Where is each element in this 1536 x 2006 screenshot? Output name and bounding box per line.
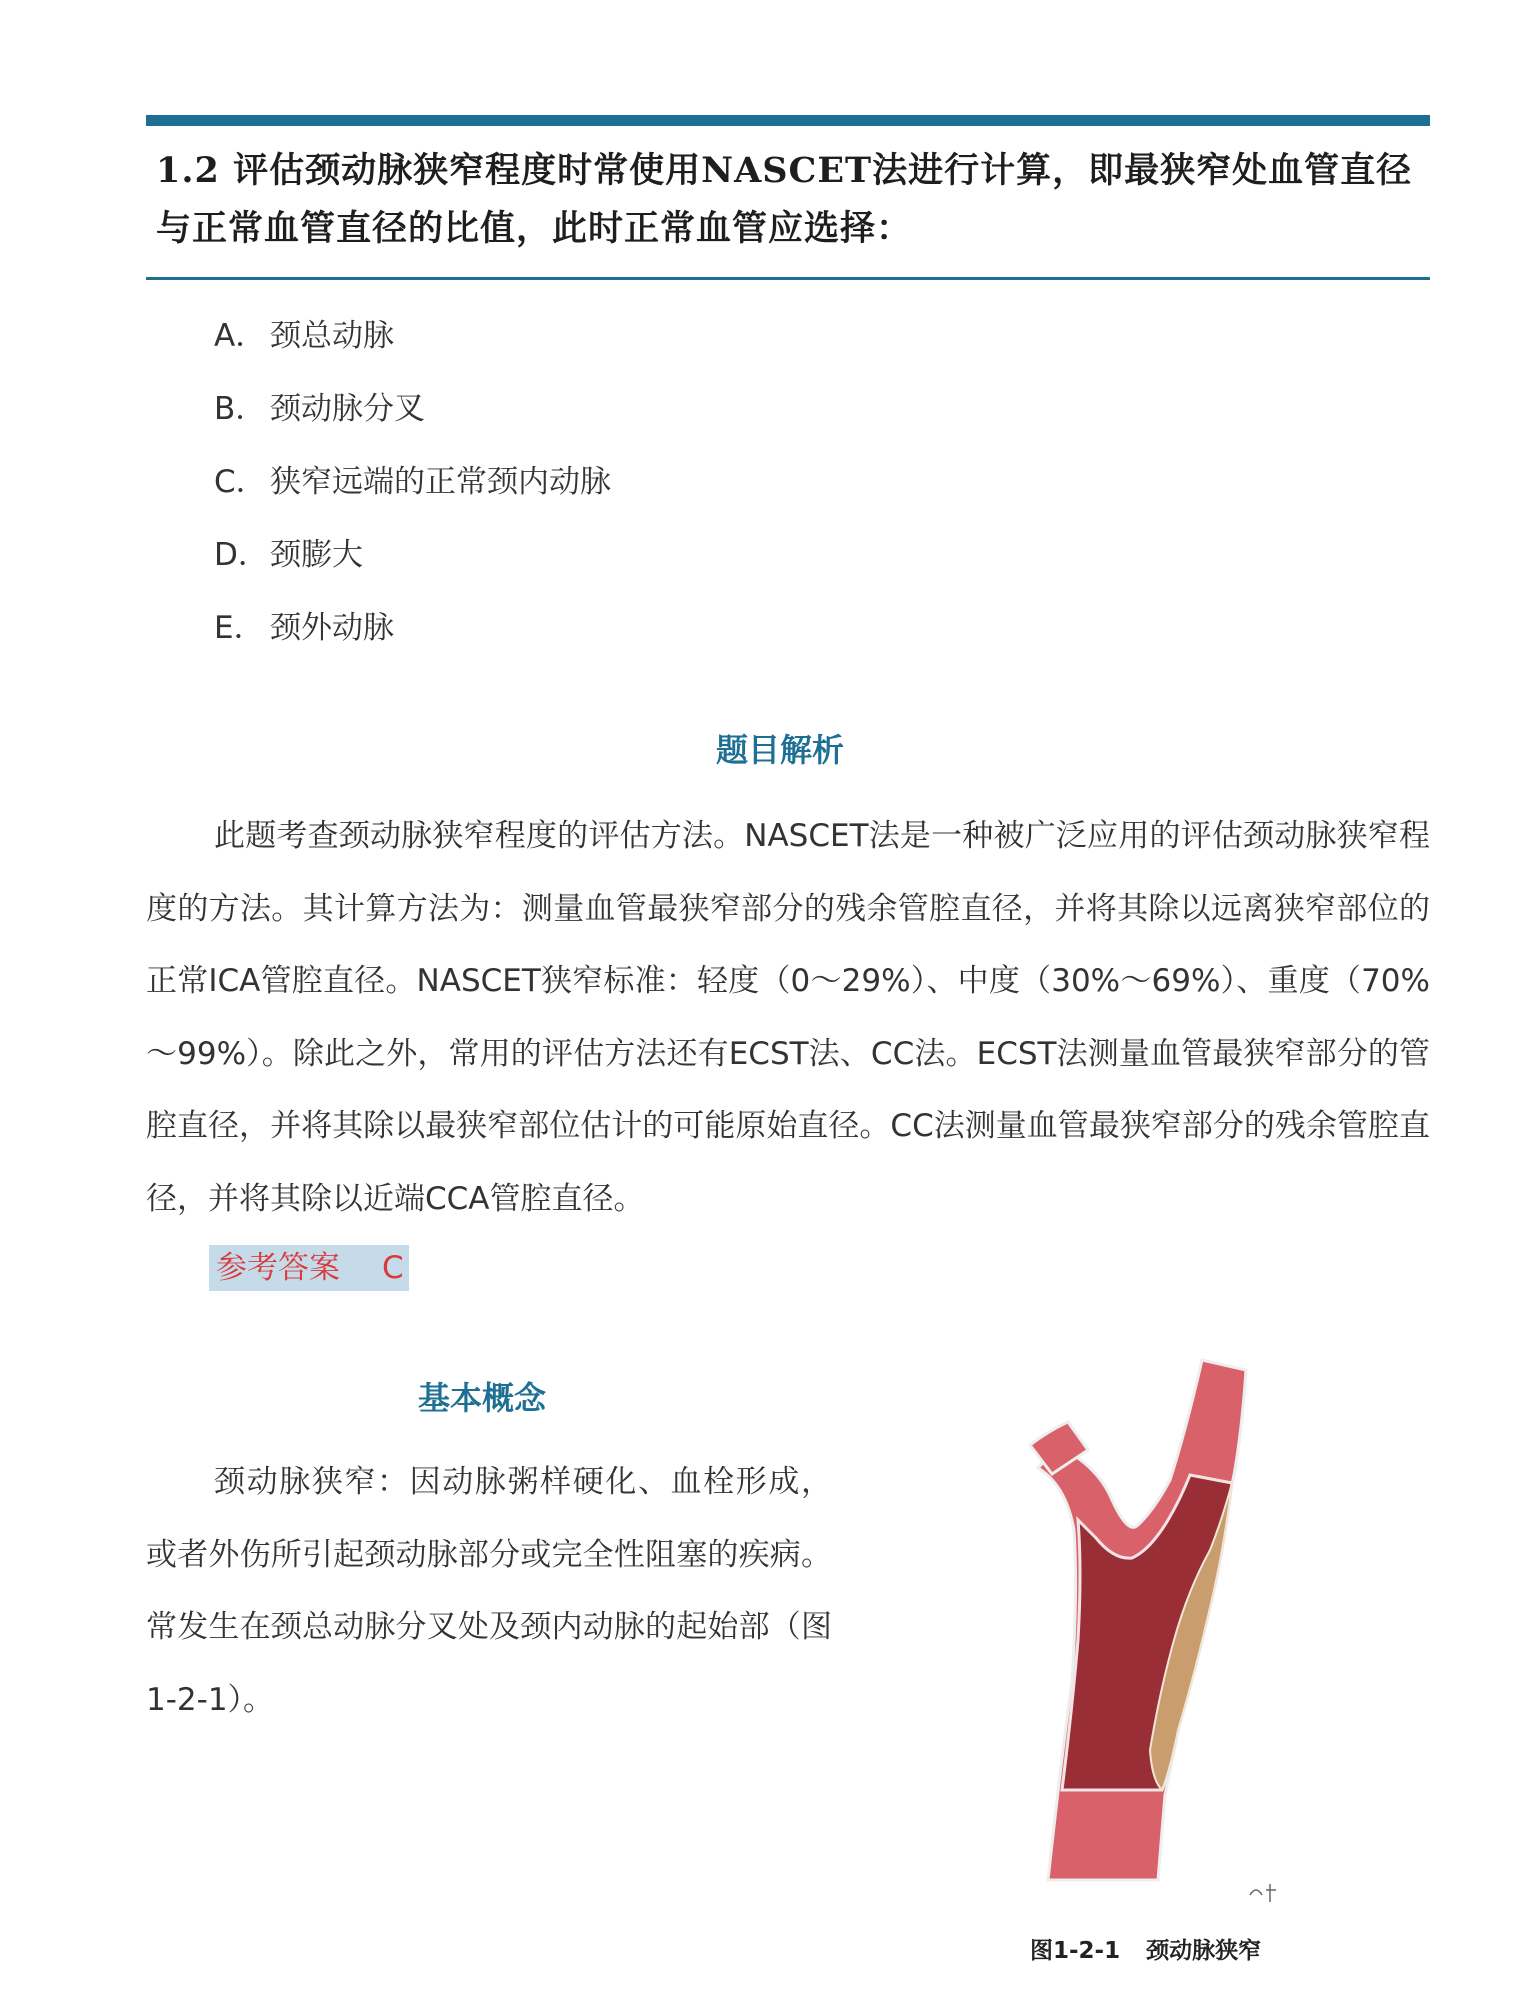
option-a[interactable]	[214, 300, 611, 373]
option-d[interactable]	[214, 519, 611, 592]
analysis-heading: 题目解析	[716, 731, 845, 769]
option-letter: E．	[214, 610, 265, 646]
option-b[interactable]	[214, 373, 611, 446]
figure-caption	[1030, 1932, 1261, 1965]
option-text: 狭窄远端的正常颈内动脉	[270, 464, 611, 500]
option-list	[214, 300, 611, 665]
carotid-stenosis-illustration	[1020, 1350, 1300, 1910]
top-rule	[146, 115, 1430, 126]
figure-title: 颈动脉狭窄	[1146, 1938, 1262, 1964]
answer-label: 参考答案	[216, 1250, 340, 1286]
answer-value: C	[382, 1250, 404, 1286]
option-c[interactable]	[214, 446, 611, 519]
title-underline	[146, 277, 1430, 280]
option-text: 颈动脉分叉	[270, 391, 425, 427]
option-letter: B．	[214, 391, 267, 427]
option-text: 颈膨大	[270, 537, 363, 573]
concept-heading: 基本概念	[418, 1379, 547, 1417]
figure-number: 图1-2-1	[1030, 1938, 1121, 1964]
question-title: 1.2 评估颈动脉狭窄程度时常使用NASCET法进行计算，即最狭窄处血管直径与正常血管直径的比值，此时正常血管应选择：	[156, 150, 1413, 249]
option-letter: D．	[214, 537, 269, 573]
analysis-body: 此题考查颈动脉狭窄程度的评估方法。NASCET法是一种被广泛应用的评估颈动脉狭窄程度的方法。其计算方法为：测量血管最狭窄部分的残余管腔直径，并将其除以远离狭窄部位的正常ICA管腔直径。NASCET狭窄标准：轻度（0～29%）、中度（30%～69%）、重度（70%～99%）。除此之外，常用的评估方法还有ECST法、CC法。ECST法测量血管最狭窄部分的管腔直径，并将其除以最狭窄部位估计的可能原始直径。CC法测量血管最狭窄部分的残余管腔直径，并将其除以近端CCA管腔直径。	[146, 818, 1430, 1217]
concept-body: 颈动脉狭窄：因动脉粥样硬化、血栓形成，或者外伤所引起颈动脉部分或完全性阻塞的疾病。常发生在颈总动脉分叉处及颈内动脉的起始部（图1-2-1）。	[146, 1464, 832, 1718]
option-letter: A．	[214, 318, 267, 354]
option-text: 颈外动脉	[270, 610, 394, 646]
option-e[interactable]	[214, 592, 611, 665]
signature-mark	[1250, 1884, 1276, 1902]
option-text: 颈总动脉	[270, 318, 394, 354]
option-letter: C．	[214, 464, 267, 500]
